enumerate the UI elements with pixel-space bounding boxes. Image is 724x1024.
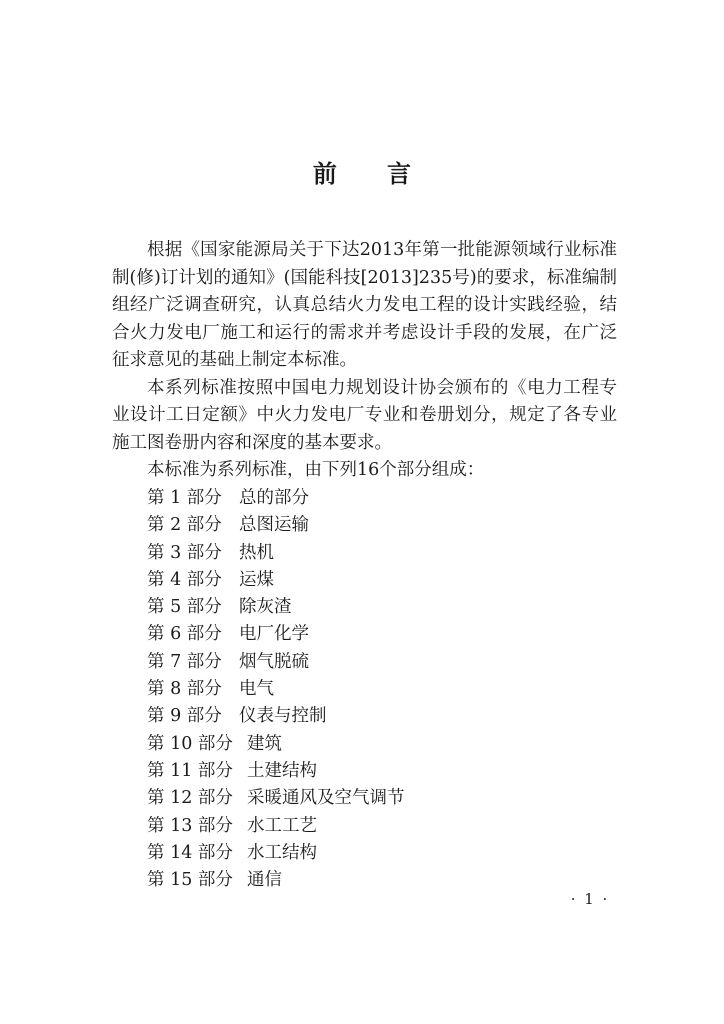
part-number: 第 2 部分	[147, 515, 222, 536]
list-item	[147, 649, 405, 676]
part-name: 电厂化学	[239, 624, 309, 645]
part-number: 第 8 部分	[147, 679, 222, 700]
part-name: 水工工艺	[247, 815, 317, 836]
preface-body	[112, 237, 617, 485]
list-item	[147, 867, 405, 894]
part-number: 第 7 部分	[147, 651, 222, 672]
paragraph: 本标准为系列标准，由下列16个部分组成：	[147, 460, 485, 480]
list-item	[147, 785, 405, 812]
list-item	[147, 512, 405, 539]
list-item	[147, 703, 405, 730]
part-number: 第 12 部分	[147, 788, 233, 809]
part-number: 第 14 部分	[147, 842, 233, 863]
part-number: 第 10 部分	[147, 733, 233, 754]
list-item	[147, 621, 405, 648]
part-name: 采暖通风及空气调节	[247, 788, 405, 809]
part-number: 第 1 部分	[147, 488, 222, 508]
paragraph: 根据《国家能源局关于下达2013年第一批能源领域行业标准制(修)订计划的通知》(国能科技[2013]235号)的要求，标准编制组经广泛调查研究，认真总结火力发电工程的设计实践经验，结合火力发电厂施工和运行的需求并考虑设计手段的发展，在广泛征求意见的基础上制定本标准。	[112, 240, 617, 370]
list-item	[147, 813, 405, 840]
part-number: 第 15 部分	[147, 870, 233, 891]
part-number: 第 4 部分	[147, 569, 222, 590]
part-number: 第 13 部分	[147, 815, 233, 836]
part-name: 建筑	[247, 733, 282, 754]
list-item	[147, 485, 405, 512]
part-name: 热机	[239, 542, 274, 563]
part-name: 总图运输	[239, 515, 309, 536]
part-name: 仪表与控制	[239, 706, 327, 727]
part-name: 运煤	[239, 569, 274, 590]
list-item	[147, 594, 405, 621]
part-number: 第 6 部分	[147, 624, 222, 645]
part-number: 第 5 部分	[147, 597, 222, 618]
part-number: 第 11 部分	[147, 760, 233, 781]
page-title: 前 言	[312, 160, 412, 188]
list-item	[147, 840, 405, 867]
part-name: 水工结构	[247, 842, 317, 863]
parts-list	[147, 485, 405, 894]
part-name: 通信	[247, 870, 282, 891]
page-number: · 1 ·	[570, 890, 610, 908]
part-name: 烟气脱硫	[239, 651, 309, 672]
paragraph: 本系列标准按照中国电力规划设计协会颁布的《电力工程专业设计工日定额》中火力发电厂专业和卷册划分，规定了各专业施工图卷册内容和深度的基本要求。	[112, 377, 617, 453]
list-item	[147, 731, 405, 758]
part-name: 电气	[239, 679, 274, 700]
list-item	[147, 540, 405, 567]
list-item	[147, 758, 405, 785]
list-item	[147, 567, 405, 594]
part-name: 土建结构	[247, 760, 317, 781]
part-number: 第 3 部分	[147, 542, 222, 563]
part-name: 除灰渣	[239, 597, 292, 618]
part-number: 第 9 部分	[147, 706, 222, 727]
list-item	[147, 676, 405, 703]
part-name: 总的部分	[239, 488, 309, 508]
